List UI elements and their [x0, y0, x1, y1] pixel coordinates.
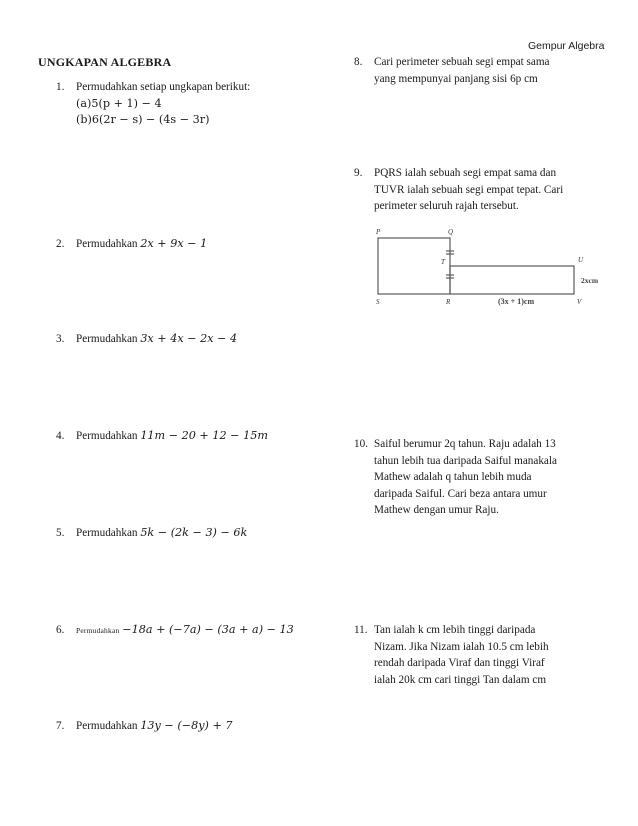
question-line: PQRS ialah sebuah segi empat sama dan — [374, 167, 557, 179]
question-expression: 13y − (−8y) + 7 — [140, 719, 233, 732]
question-number: 4. — [56, 430, 65, 442]
label-t: T — [441, 258, 445, 266]
question-text: Permudahkan — [76, 527, 138, 539]
pqrs-tuvr-figure — [368, 224, 608, 312]
label-s: S — [376, 298, 380, 306]
question-line: Cari perimeter sebuah segi empat sama — [374, 56, 550, 68]
label-u: U — [578, 256, 584, 264]
question-expression: 2x + 9x − 1 — [140, 237, 208, 250]
question-7 — [56, 718, 233, 735]
question-text: Permudahkan setiap ungkapan berikut: — [76, 81, 251, 93]
question-line: Mathew adalah q tahun lebih muda — [374, 471, 532, 483]
question-10 — [354, 436, 602, 519]
rectangle-tuvr — [450, 266, 574, 294]
question-expression: 5k − (2k − 3) − 6k — [140, 526, 248, 539]
label-r: R — [446, 298, 451, 306]
question-text: Permudahkan — [76, 720, 138, 732]
question-number: 5. — [56, 527, 65, 539]
question-line: Saiful berumur 2q tahun. Raju adalah 13 — [374, 438, 556, 450]
question-sub-a: (a)5(p + 1) − 4 — [76, 96, 162, 110]
question-line: perimeter seluruh rajah tersebut. — [374, 200, 519, 212]
question-line: ialah 20k cm cari tinggi Tan dalam cm — [374, 673, 547, 686]
question-number: 9. — [354, 167, 363, 179]
question-number: 2. — [56, 238, 65, 250]
question-line: yang mempunyai panjang sisi 6p cm — [374, 72, 538, 85]
question-number: 3. — [56, 333, 65, 345]
question-number: 11. — [354, 624, 368, 636]
question-3 — [56, 331, 237, 348]
question-sub-b: (b)6(2r − s) − (4s − 3r) — [76, 113, 210, 126]
question-8 — [354, 54, 602, 87]
question-line: Nizam. Jika Nizam ialah 10.5 cm lebih — [374, 640, 549, 653]
question-text: Permudahkan — [76, 333, 138, 345]
question-expression: 11m − 20 + 12 − 15m — [140, 429, 268, 442]
question-4 — [56, 428, 268, 445]
question-line: TUVR ialah sebuah segi empat tepat. Cari — [374, 183, 564, 196]
question-text: Permudahkan — [76, 626, 120, 635]
question-number: 1. — [56, 81, 65, 93]
question-6 — [56, 622, 294, 640]
question-11 — [354, 622, 602, 688]
question-text: Permudahkan — [76, 238, 138, 250]
label-v: V — [577, 298, 582, 306]
question-1 — [56, 79, 316, 129]
question-number: 7. — [56, 720, 65, 732]
question-2 — [56, 236, 207, 253]
question-text: Permudahkan — [76, 430, 138, 442]
question-line: daripada Saiful. Cari beza antara umur — [374, 487, 547, 500]
question-line: tahun lebih tua daripada Saiful manakala — [374, 454, 557, 467]
question-number: 10. — [354, 438, 368, 450]
question-line: Mathew dengan umur Raju. — [374, 504, 499, 516]
label-q: Q — [448, 228, 454, 236]
question-number: 8. — [354, 56, 363, 68]
length-label: (3x + 1)cm — [498, 297, 535, 306]
question-expression: 3x + 4x − 2x − 4 — [140, 332, 238, 345]
question-line: rendah daripada Viraf dan tinggi Viraf — [374, 657, 545, 669]
section-title: UNGKAPAN ALGEBRA — [38, 55, 172, 69]
question-line: Tan ialah k cm lebih tinggi daripada — [374, 624, 536, 636]
question-number: 6. — [56, 624, 65, 636]
question-5 — [56, 525, 247, 542]
label-p: P — [376, 228, 381, 236]
question-9 — [354, 165, 602, 215]
question-expression: −18a + (−7a) − (3a + a) − 13 — [122, 623, 294, 636]
square-pqrs — [378, 238, 450, 294]
width-label: 2xcm — [581, 276, 599, 285]
page-header: Gempur Algebra — [528, 40, 605, 52]
